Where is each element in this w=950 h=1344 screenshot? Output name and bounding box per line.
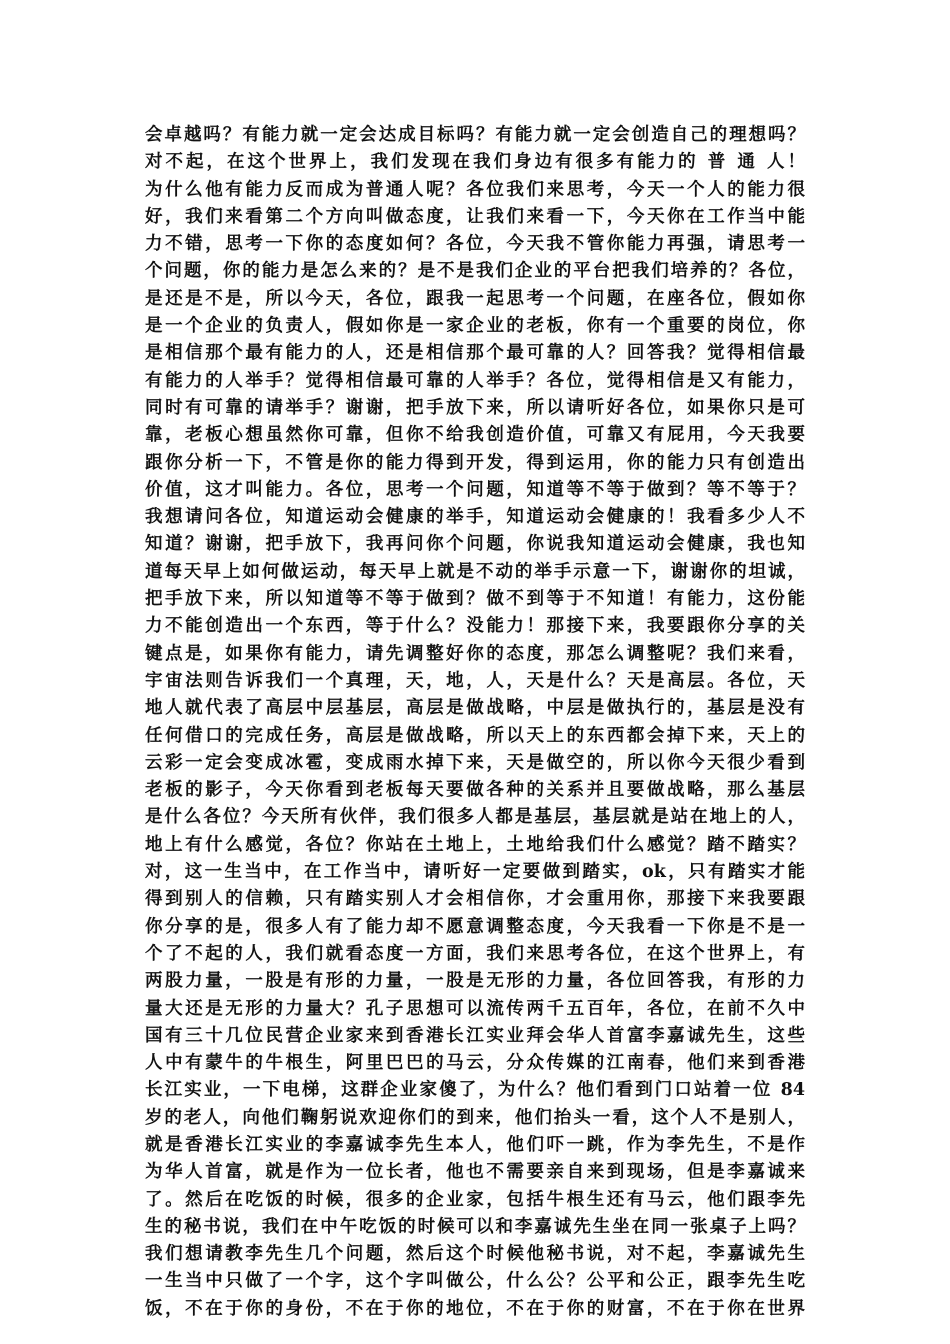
text-line: 道每天早上如何做运动，每天早上就是不动的举手示意一下，谢谢你的坦诚， (145, 561, 805, 582)
text-line: 量大还是无形的力量大？孔子思想可以流传两千五百年，各位，在前不久中 (145, 998, 805, 1019)
text-line: 地人就代表了高层中层基层，高层是做战略，中层是做执行的，基层是没有 (145, 698, 805, 719)
text-line: 就是香港长江实业的李嘉诚李先生本人，他们吓一跳，作为李先生，不是作 (145, 1134, 805, 1155)
text-line: 好，我们来看第二个方向叫做态度，让我们来看一下，今天你在工作当中能 (145, 206, 805, 227)
text-line: 有能力的人举手？觉得相信最可靠的人举手？各位，觉得相信是又有能力， (145, 370, 805, 391)
text-line: 云彩一定会变成冰雹，变成雨水掉下来，天是做空的，所以你今天很少看到 (145, 752, 805, 773)
text-line: 宇宙法则告诉我们一个真理，天，地，人，天是什么？天是高层。各位，天 (145, 670, 805, 691)
text-line: 对不起，在这个世界上，我们发现在我们身边有很多有能力的 普 通 人！ (145, 152, 805, 173)
text-line: 生的秘书说，我们在中午吃饭的时候可以和李嘉诚先生坐在同一张桌子上吗？ (145, 1216, 805, 1237)
text-line: 一生当中只做了一个字，这个字叫做公，什么公？公平和公正，跟李先生吃 (145, 1271, 805, 1292)
text-line: 个了不起的人，我们就看态度一方面，我们来思考各位，在这个世界上，有 (145, 943, 805, 964)
text-line: 对，这一生当中，在工作当中，请听好一定要做到踏实，ok，只有踏实才能 (145, 862, 805, 883)
text-line: 会卓越吗？有能力就一定会达成目标吗？有能力就一定会创造自己的理想吗？ (145, 125, 805, 145)
text-line: 人中有蒙牛的牛根生，阿里巴巴的马云，分众传媒的江南春，他们来到香港 (145, 1053, 805, 1074)
text-line: 价值，这才叫能力。各位，思考一个问题，知道等不等于做到？等不等于？ (145, 479, 805, 500)
text-line: 力不错，思考一下你的态度如何？各位，今天我不管你能力再强，请思考一 (145, 234, 805, 255)
text-line: 岁的老人，向他们鞠躬说欢迎你们的到来，他们抬头一看，这个人不是别人， (145, 1107, 805, 1128)
text-line: 两股力量，一股是有形的力量，一股是无形的力量，各位回答我，有形的力 (145, 971, 805, 992)
text-line: 了。然后在吃饭的时候，很多的企业家，包括牛根生还有马云，他们跟李先 (145, 1189, 805, 1210)
text-line: 是一个企业的负责人，假如你是一家企业的老板，你有一个重要的岗位，你 (145, 316, 805, 337)
text-line: 国有三十几位民营企业家来到香港长江实业拜会华人首富李嘉诚先生，这些 (145, 1025, 805, 1046)
text-line: 我们想请教李先生几个问题，然后这个时候他秘书说，对不起，李嘉诚先生 (145, 1244, 805, 1265)
text-line: 我想请问各位，知道运动会健康的举手，知道运动会健康的！我看多少人不 (145, 507, 805, 528)
text-line: 键点是，如果你有能力，请先调整好你的态度，那怎么调整呢？我们来看， (145, 643, 805, 664)
text-line: 是什么各位？今天所有伙伴，我们很多人都是基层，基层就是站在地上的人， (145, 807, 805, 828)
body-text (145, 122, 805, 1323)
text-line: 长江实业，一下电梯，这群企业家傻了，为什么？他们看到门口站着一位 84 (145, 1080, 805, 1101)
text-line: 为什么他有能力反而成为普通人呢？各位我们来思考，今天一个人的能力很 (145, 179, 805, 200)
text-line: 个问题，你的能力是怎么来的？是不是我们企业的平台把我们培养的？各位， (145, 261, 805, 282)
text-line: 靠，老板心想虽然你可靠，但你不给我创造价值，可靠又有屁用，今天我要 (145, 425, 805, 446)
text-line: 力不能创造出一个东西，等于什么？没能力！那接下来，我要跟你分享的关 (145, 616, 805, 637)
text-line: 跟你分析一下，不管是你的能力得到开发，得到运用，你的能力只有创造出 (145, 452, 805, 473)
text-line: 是还是不是，所以今天，各位，跟我一起思考一个问题，在座各位，假如你 (145, 288, 805, 309)
text-line: 你分享的是，很多人有了能力却不愿意调整态度，今天我看一下你是不是一 (145, 916, 805, 937)
text-line: 得到别人的信赖，只有踏实别人才会相信你，才会重用你，那接下来我要跟 (145, 889, 805, 910)
text-line: 是相信那个最有能力的人，还是相信那个最可靠的人？回答我？觉得相信最 (145, 343, 805, 364)
text-line: 地上有什么感觉，各位？你站在土地上，土地给我们什么感觉？踏不踏实？ (145, 834, 805, 855)
text-line: 同时有可靠的请举手？谢谢，把手放下来，所以请听好各位，如果你只是可 (145, 397, 805, 418)
text-line: 任何借口的完成任务，高层是做战略，所以天上的东西都会掉下来，天上的 (145, 725, 805, 746)
text-line: 知道？谢谢，把手放下，我再问你个问题，你说我知道运动会健康，我也知 (145, 534, 805, 555)
text-line: 饭，不在于你的身份，不在于你的地位，不在于你的财富，不在于你在世界 (145, 1298, 805, 1319)
text-line: 把手放下来，所以知道等不等于做到？做不到等于不知道！有能力，这份能 (145, 589, 805, 610)
text-line: 老板的影子，今天你看到老板每天要做各种的关系并且要做战略，那么基层 (145, 780, 805, 801)
text-line: 为华人首富，就是作为一位长者，他也不需要亲自来到现场，但是李嘉诚来 (145, 1162, 805, 1183)
